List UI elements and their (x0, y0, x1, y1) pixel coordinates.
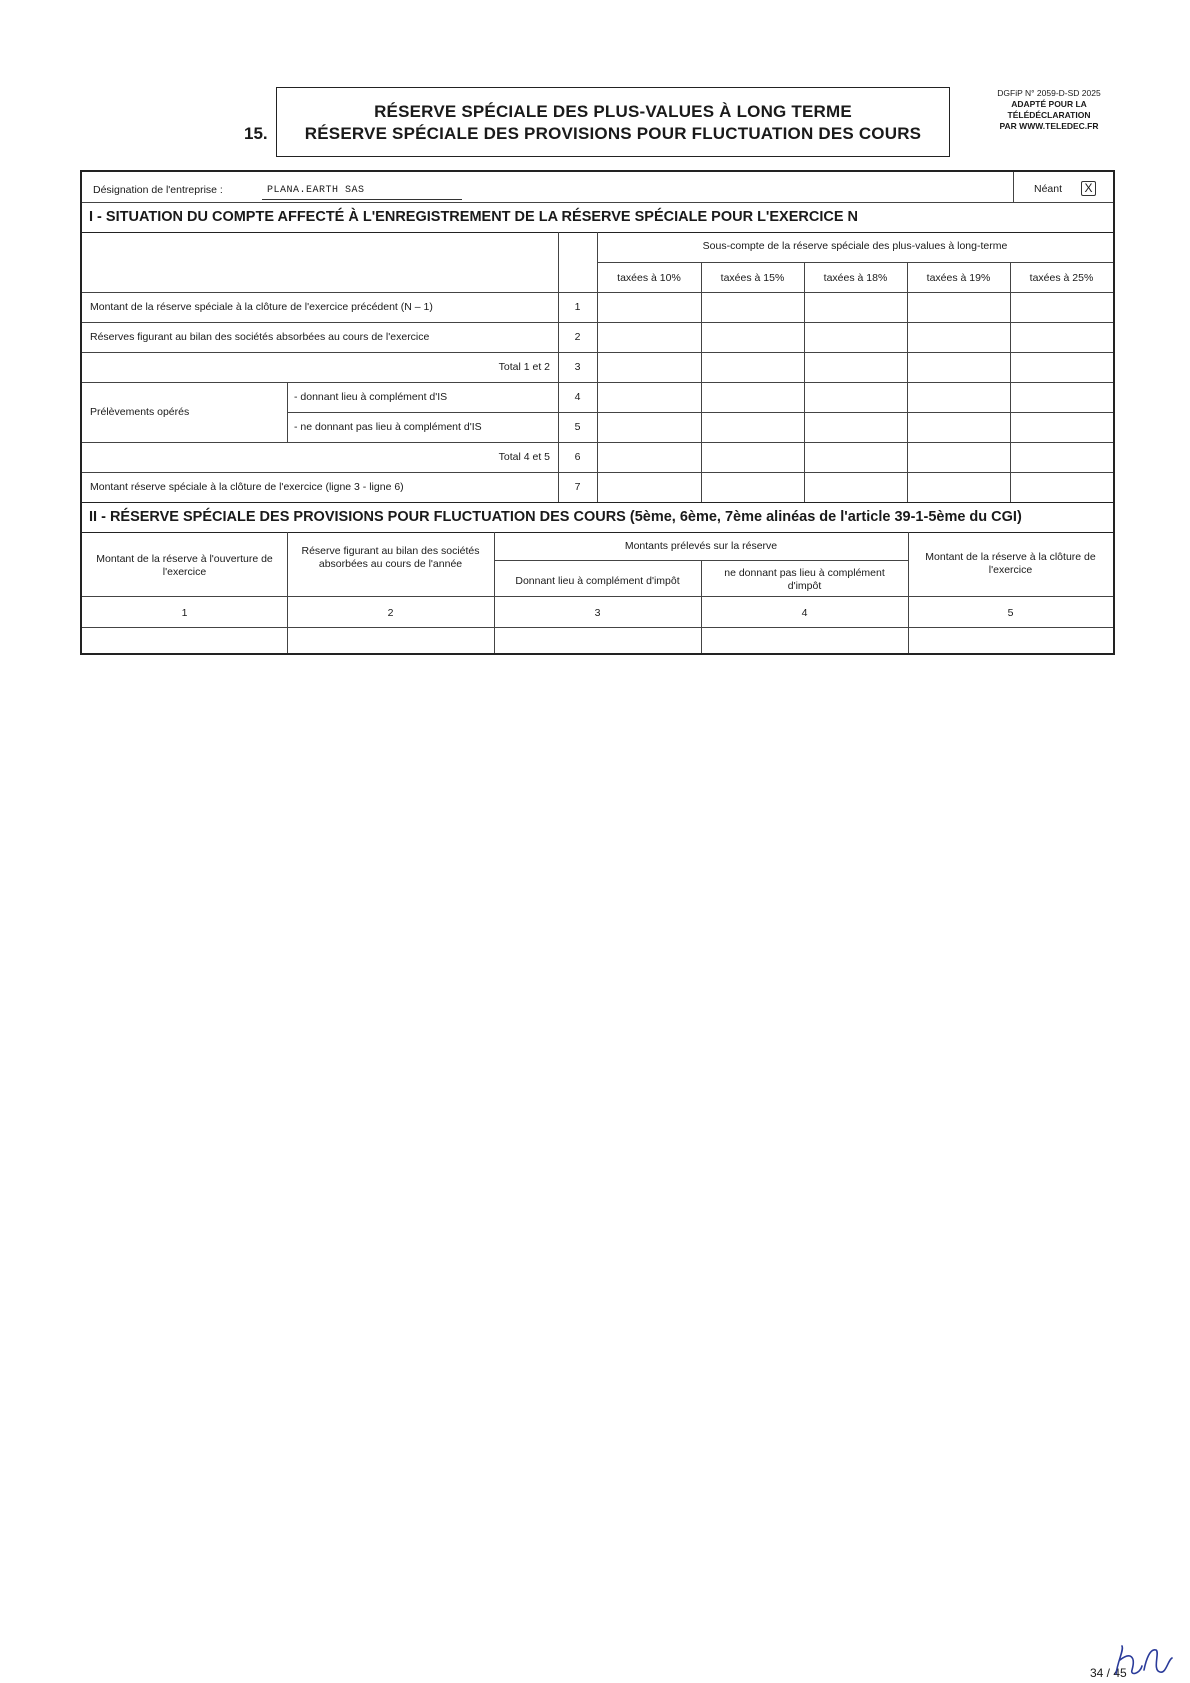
divider (82, 502, 1113, 503)
divider (82, 382, 1113, 383)
divider (494, 560, 908, 561)
row4-num: 4 (574, 391, 581, 403)
row4-label: - donnant lieu à complément d'IS (294, 391, 448, 403)
col-header-19: taxées à 19% (926, 272, 991, 284)
company-underline (262, 199, 462, 200)
divider (82, 352, 1113, 353)
s2-input-3[interactable] (495, 628, 700, 653)
neant-divider (1013, 172, 1014, 202)
input-cell[interactable] (1011, 293, 1112, 321)
divider (82, 202, 1113, 203)
dgfip-adapted: ADAPTÉ POUR LA (1011, 99, 1087, 109)
row3-label: Total 1 et 2 (498, 361, 550, 373)
input-cell[interactable] (598, 293, 700, 321)
s2-num2: 2 (387, 607, 394, 619)
dgfip-teledeclaration: TÉLÉDÉCLARATION (1007, 110, 1091, 120)
s2-col5-header: Montant de la réserve à la clôture de l'exercice (925, 551, 1096, 576)
row6-label: Total 4 et 5 (498, 451, 550, 463)
row2-num: 2 (574, 331, 581, 343)
s2-input-4[interactable] (702, 628, 907, 653)
row2-label: Réserves figurant au bilan des sociétés absorbées au cours de l'exercice (90, 331, 430, 343)
col-header-18: taxées à 18% (823, 272, 888, 284)
row3-num: 3 (574, 361, 581, 373)
prelevements-label: Prélèvements opérés (90, 406, 190, 418)
col-header-10: taxées à 10% (617, 272, 681, 284)
divider (82, 322, 1113, 323)
divider (82, 472, 1113, 473)
company-label: Désignation de l'entreprise : (93, 184, 223, 196)
page-number: 34 / 45 (1090, 1666, 1127, 1680)
s2-col1-header: Montant de la réserve à l'ouverture de l'exercice (96, 553, 273, 578)
row7-label: Montant réserve spéciale à la clôture de l'exercice (ligne 3 - ligne 6) (90, 481, 404, 493)
dgfip-form-ref: DGFiP N° 2059-D-SD 2025 (997, 88, 1101, 98)
s2-num3: 3 (594, 607, 601, 619)
s2-col3-header: Donnant lieu à complément d'impôt (515, 575, 680, 587)
section1-title: I - SITUATION DU COMPTE AFFECTÉ À L'ENREGISTREMENT DE LA RÉSERVE SPÉCIALE POUR L'EXERCICE N (89, 209, 859, 225)
input-cell[interactable] (805, 293, 906, 321)
divider (597, 262, 1113, 263)
form-title-box (276, 87, 950, 157)
neant-checkbox[interactable]: X (1081, 181, 1096, 196)
divider (82, 532, 1113, 533)
s2-col4-header: ne donnant pas lieu à complément d'impôt (724, 567, 885, 592)
row6-num: 6 (574, 451, 581, 463)
company-name[interactable]: PLANA.EARTH SAS (267, 185, 365, 196)
col-header-15: taxées à 15% (720, 272, 785, 284)
input-cell[interactable] (702, 293, 803, 321)
s2-col2-header: Réserve figurant au bilan des sociétés absorbées au cours de l'année (301, 545, 480, 570)
s2-input-5[interactable] (909, 628, 1112, 653)
dgfip-reference (975, 88, 1123, 132)
s2-input-2[interactable] (288, 628, 493, 653)
dgfip-site: PAR WWW.TELEDEC.FR (999, 121, 1099, 131)
form-frame (80, 170, 1115, 655)
s2-num5: 5 (1007, 607, 1014, 619)
form-title-line2: RÉSERVE SPÉCIALE DES PROVISIONS POUR FLUCTUATION DES COURS (304, 124, 922, 143)
divider (82, 442, 1113, 443)
col-header-25: taxées à 25% (1029, 272, 1094, 284)
divider (82, 596, 1113, 597)
subaccount-header: Sous-compte de la réserve spéciale des plus-values à long-terme (702, 240, 1008, 252)
row1-label: Montant de la réserve spéciale à la clôture de l'exercice précédent (N – 1) (90, 301, 433, 313)
row5-num: 5 (574, 421, 581, 433)
row7-num: 7 (574, 481, 581, 493)
divider (287, 412, 1113, 413)
input-cell[interactable] (908, 293, 1009, 321)
row1-num: 1 (574, 301, 581, 313)
neant-label: Néant (1034, 183, 1063, 195)
row5-label: - ne donnant pas lieu à complément d'IS (294, 421, 482, 433)
form-title-line1: RÉSERVE SPÉCIALE DES PLUS-VALUES À LONG TERME (374, 102, 852, 121)
s2-group-header: Montants prélevés sur la réserve (624, 540, 778, 552)
form-number: 15. (244, 124, 268, 143)
s2-num1: 1 (181, 607, 188, 619)
section2-title: II - RÉSERVE SPÉCIALE DES PROVISIONS POUR FLUCTUATION DES COURS (5ème, 6ème, 7ème alinéas de l'article 39-1-5ème du CGI) (89, 509, 1022, 525)
handwritten-initials (1110, 1640, 1180, 1680)
s2-num4: 4 (801, 607, 808, 619)
s2-input-1[interactable] (83, 628, 286, 653)
